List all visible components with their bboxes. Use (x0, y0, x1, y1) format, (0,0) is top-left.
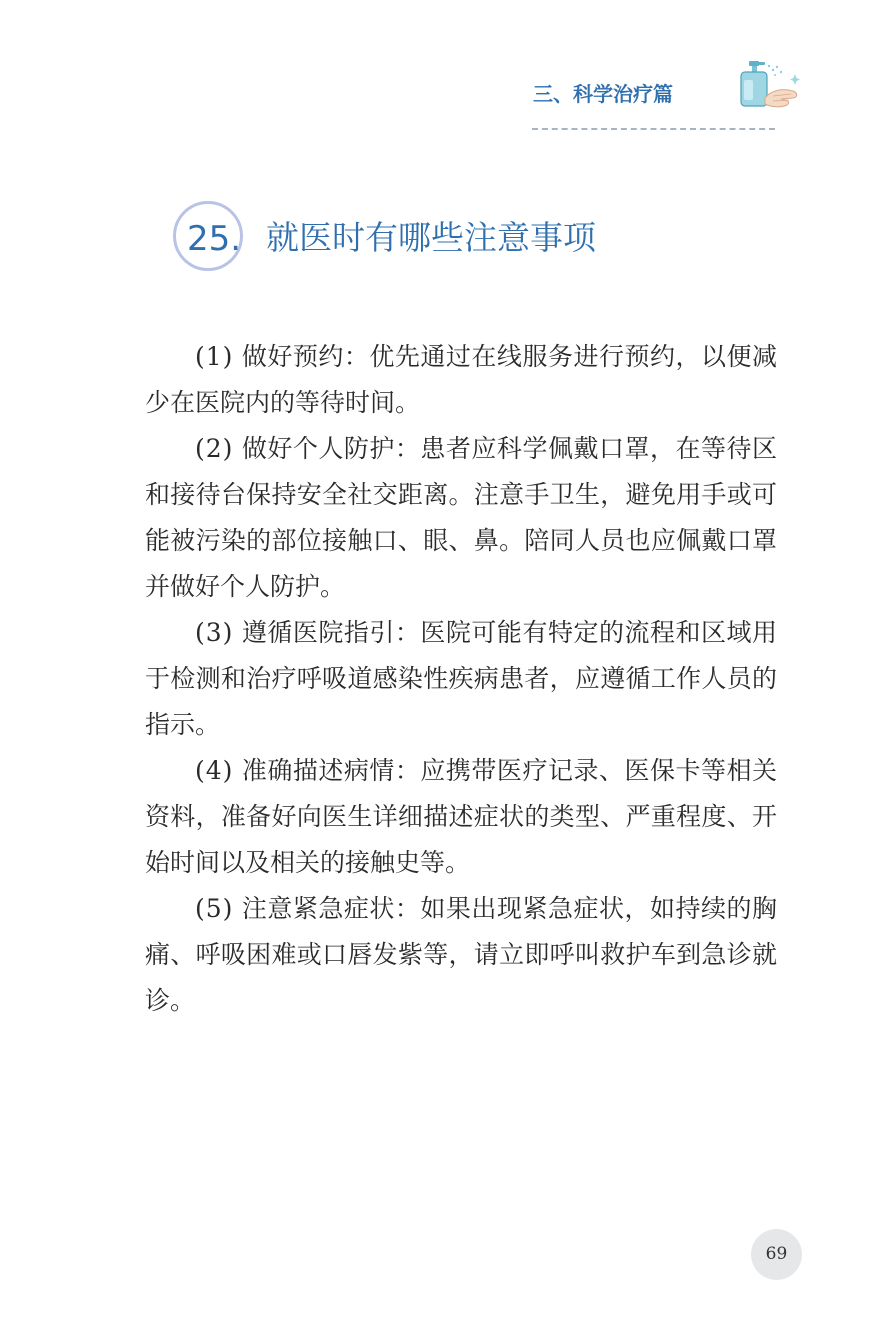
paragraph-4 (145, 748, 777, 886)
paragraph-number: (2) (195, 434, 234, 463)
paragraph-5 (145, 886, 777, 1024)
page-number: 69 (765, 1244, 788, 1264)
article-title: 就医时有哪些注意事项 (266, 218, 596, 257)
paragraph-text: 准确描述病情：应携带医疗记录、医保卡等相关资料，准备好向医生详细描述症状的类型、严重程度、开始时间以及相关的接触史等。 (145, 756, 777, 877)
paragraph-text: 注意紧急症状：如果出现紧急症状，如持续的胸痛、呼吸困难或口唇发紫等，请立即呼叫救护车到急诊就诊。 (145, 894, 777, 1015)
paragraph-text: 做好个人防护：患者应科学佩戴口罩，在等待区和接待台保持安全社交距离。注意手卫生，避免用手或可能被污染的部位接触口、眼、鼻。陪同人员也应佩戴口罩并做好个人防护。 (145, 434, 777, 601)
hand-sanitizer-icon (735, 58, 803, 110)
paragraph-3 (145, 610, 777, 748)
paragraph-number: (5) (195, 894, 234, 923)
article-number: 25. (187, 219, 242, 259)
paragraph-text: 遵循医院指引：医院可能有特定的流程和区域用于检测和治疗呼吸道感染性疾病患者，应遵循工作人员的指示。 (145, 618, 777, 739)
paragraph-number: (1) (195, 342, 234, 371)
paragraph-text: 做好预约：优先通过在线服务进行预约，以便减少在医院内的等待时间。 (145, 342, 777, 417)
section-title: 三、科学治疗篇 (533, 82, 673, 106)
paragraph-number: (3) (195, 618, 234, 647)
paragraph-number: (4) (195, 756, 234, 785)
paragraph-2 (145, 426, 777, 610)
article-body (145, 334, 777, 1024)
paragraph-1 (145, 334, 777, 426)
header-divider (532, 128, 775, 130)
